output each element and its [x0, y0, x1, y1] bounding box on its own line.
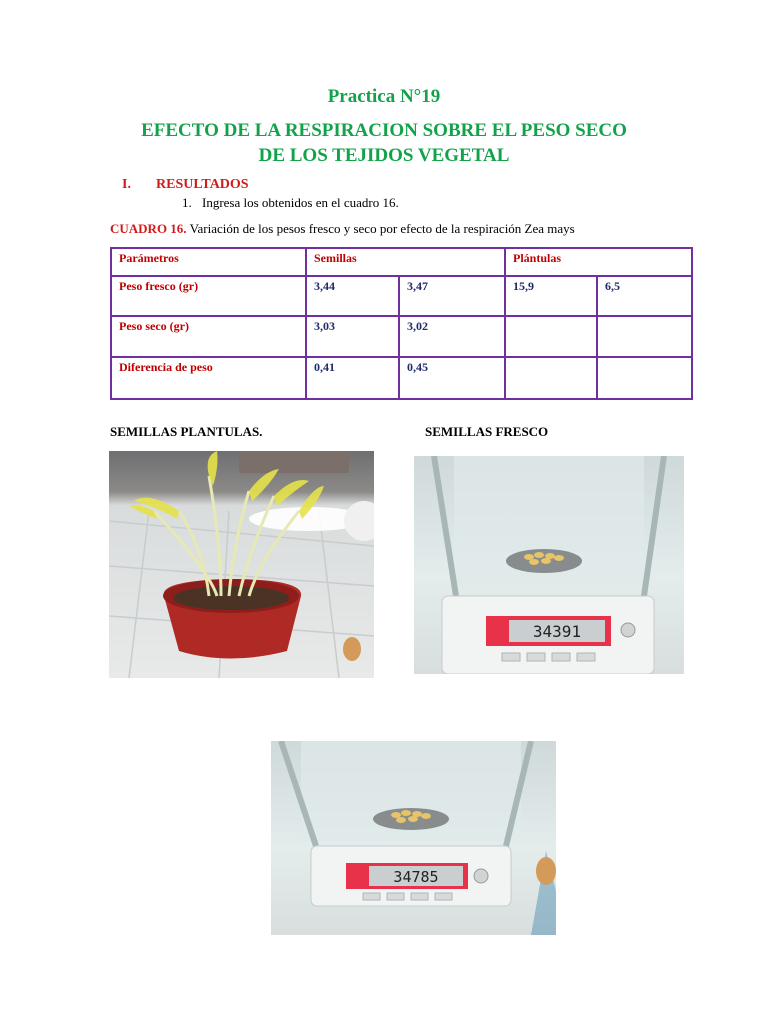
table-row	[111, 357, 692, 399]
table-cell: 3,44	[306, 276, 399, 316]
list-item-number: 1.	[182, 195, 192, 210]
table-cell: 3,02	[399, 316, 505, 357]
balance-illustration-2	[271, 741, 556, 935]
table-cell	[597, 357, 692, 399]
table-cell: 0,41	[306, 357, 399, 399]
table-cell	[505, 357, 597, 399]
subtitle-line-2: DE LOS TEJIDOS VEGETAL	[258, 145, 510, 166]
table-cell: 3,47	[399, 276, 505, 316]
list-item-text: Ingresa los obtenidos en el cuadro 16.	[202, 195, 399, 210]
table-cell: 3,03	[306, 316, 399, 357]
table-cell: 6,5	[597, 276, 692, 316]
table-cell	[505, 316, 597, 357]
balance-illustration-1	[414, 456, 684, 674]
balance-photo-1	[414, 456, 684, 674]
row-param-label: Peso fresco (gr)	[111, 276, 306, 316]
page-title: Practica N°19	[327, 86, 441, 107]
results-table	[110, 247, 693, 400]
header-semillas: Semillas	[306, 248, 505, 276]
page-subtitle	[0, 118, 768, 168]
subtitle-line-1: EFECTO DE LA RESPIRACION SOBRE EL PESO SECO	[141, 120, 627, 141]
row-param-label: Peso seco (gr)	[111, 316, 306, 357]
balance-readout-2: 34785	[393, 868, 439, 886]
seedlings-photo	[109, 451, 374, 678]
photo-label-plantulas: SEMILLAS PLANTULAS.	[110, 424, 263, 439]
balance-readout-1: 34391	[532, 622, 582, 641]
balance-photo-2	[271, 741, 556, 935]
table-row	[111, 316, 692, 357]
table-cell: 0,45	[399, 357, 505, 399]
seedlings-illustration	[109, 451, 374, 678]
table-header-row	[111, 248, 692, 276]
table-row	[111, 276, 692, 316]
photo-label-fresco: SEMILLAS FRESCO	[425, 424, 549, 439]
table-caption	[110, 221, 575, 237]
header-plantulas: Plántulas	[505, 248, 692, 276]
caption-label: CUADRO 16.	[110, 221, 187, 236]
section-number: I.	[122, 177, 131, 192]
caption-text: Variación de los pesos fresco y seco por efecto de la respiración Zea mays	[186, 221, 575, 236]
section-title: RESULTADOS	[156, 177, 249, 192]
header-parametros: Parámetros	[111, 248, 306, 276]
table-cell: 15,9	[505, 276, 597, 316]
table-cell	[597, 316, 692, 357]
row-param-label: Diferencia de peso	[111, 357, 306, 399]
